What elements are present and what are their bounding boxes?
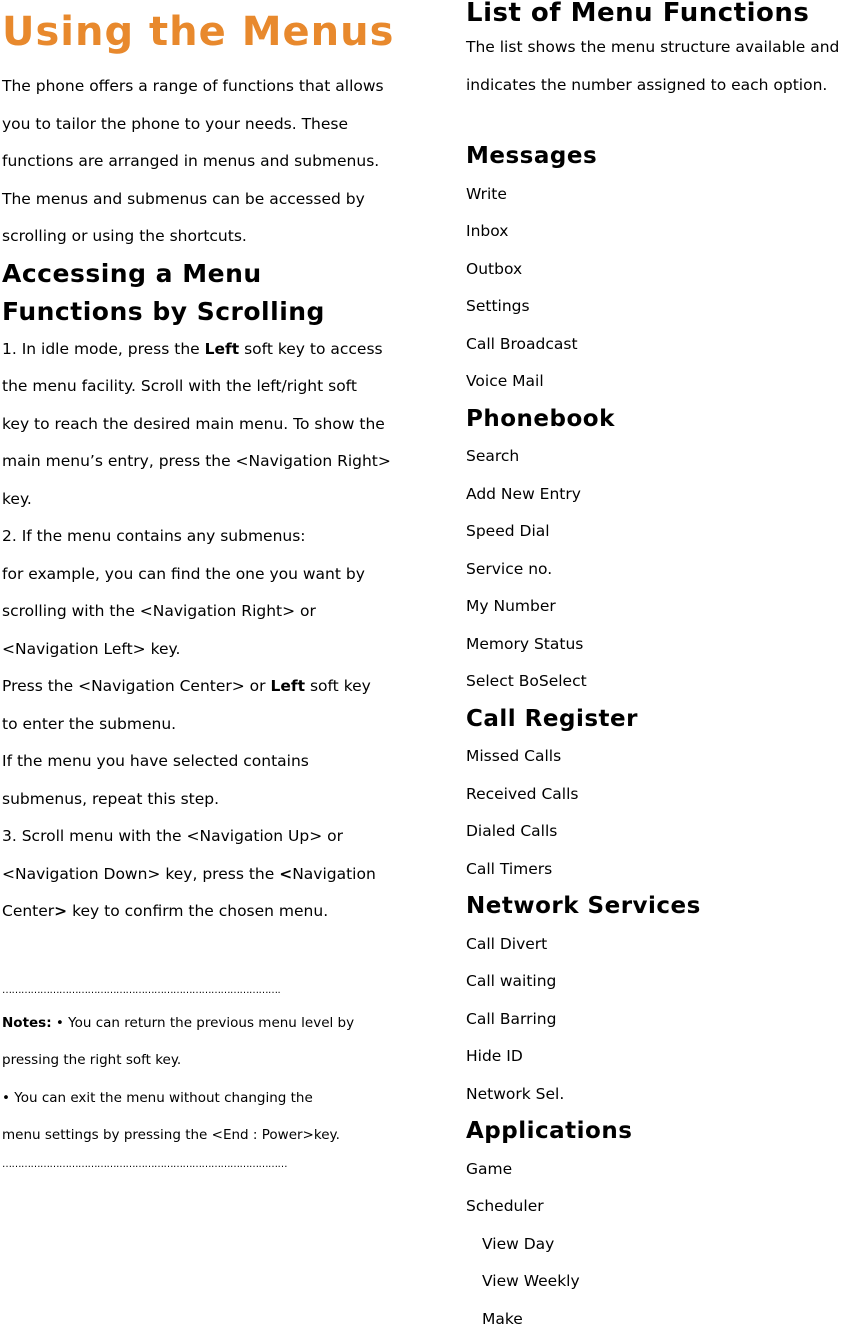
step-line: If the menu you have selected contains bbox=[2, 743, 422, 781]
menu-item: Received Calls bbox=[466, 776, 866, 814]
menu-subitem: Make bbox=[466, 1301, 866, 1338]
step-line: for example, you can find the one you want by bbox=[2, 556, 422, 594]
menu-item: Dialed Calls bbox=[466, 813, 866, 851]
notes-block bbox=[2, 1005, 422, 1155]
step-3 bbox=[2, 818, 422, 931]
step-line: key. bbox=[2, 481, 422, 519]
menu-section-call-register bbox=[466, 701, 866, 889]
menu-subitem: View Day bbox=[466, 1226, 866, 1264]
menu-item: Call Timers bbox=[466, 851, 866, 889]
intro-paragraph bbox=[2, 68, 422, 256]
menu-item: Call waiting bbox=[466, 963, 866, 1001]
menu-item: Missed Calls bbox=[466, 738, 866, 776]
menu-section-heading: Phonebook bbox=[466, 401, 866, 439]
menu-item: Network Sel. bbox=[466, 1076, 866, 1114]
intro-line: functions are arranged in menus and submenus. bbox=[2, 143, 422, 181]
notes-line: pressing the right soft key. bbox=[2, 1042, 422, 1080]
menu-item: Outbox bbox=[466, 251, 866, 289]
menu-item: Service no. bbox=[466, 551, 866, 589]
menu-section-messages bbox=[466, 138, 866, 401]
menu-item: Select BoSelect bbox=[466, 663, 866, 701]
intro-line: The list shows the menu structure available and bbox=[466, 29, 866, 67]
step-1 bbox=[2, 331, 422, 519]
menu-item: Search bbox=[466, 438, 866, 476]
notes-label: Notes: bbox=[2, 1015, 52, 1031]
step-line: 3. Scroll menu with the <Navigation Up> or bbox=[2, 818, 422, 856]
menu-item: Call Barring bbox=[466, 1001, 866, 1039]
menu-item: Call Broadcast bbox=[466, 326, 866, 364]
step-line: <Navigation Down> key, press the <Navigation bbox=[2, 856, 422, 894]
step-line: scrolling with the <Navigation Right> or bbox=[2, 593, 422, 631]
notes-line: Notes: • You can return the previous menu level by bbox=[2, 1005, 422, 1043]
section-heading-line: Functions by Scrolling bbox=[2, 293, 422, 331]
step-line: to enter the submenu. bbox=[2, 706, 422, 744]
step-line: 2. If the menu contains any submenus: bbox=[2, 518, 422, 556]
menu-item: Add New Entry bbox=[466, 476, 866, 514]
menu-item: Speed Dial bbox=[466, 513, 866, 551]
step-2 bbox=[2, 518, 422, 818]
menu-list-title: List of Menu Functions bbox=[466, 0, 866, 26]
menu-section-heading: Messages bbox=[466, 138, 866, 176]
menu-item: Game bbox=[466, 1151, 866, 1189]
right-column bbox=[466, 0, 866, 1338]
step-line: <Navigation Left> key. bbox=[2, 631, 422, 669]
dotted-divider: ……………………………………………………………………………… bbox=[2, 1155, 422, 1175]
step-line: Press the <Navigation Center> or Left soft key bbox=[2, 668, 422, 706]
section-heading-line: Accessing a Menu bbox=[2, 255, 422, 293]
menu-item: Voice Mail bbox=[466, 363, 866, 401]
menu-section-heading: Network Services bbox=[466, 888, 866, 926]
menu-item: Settings bbox=[466, 288, 866, 326]
step-line: the menu facility. Scroll with the left/right soft bbox=[2, 368, 422, 406]
step-line: 1. In idle mode, press the Left soft key to access bbox=[2, 331, 422, 369]
page-title: Using the Menus bbox=[2, 12, 422, 52]
step-line: main menu’s entry, press the <Navigation Right> bbox=[2, 443, 422, 481]
intro-line: The menus and submenus can be accessed by bbox=[2, 181, 422, 219]
step-line: key to reach the desired main menu. To show the bbox=[2, 406, 422, 444]
menu-item: Call Divert bbox=[466, 926, 866, 964]
menu-item: Memory Status bbox=[466, 626, 866, 664]
left-column bbox=[2, 0, 422, 1175]
menu-section-heading: Applications bbox=[466, 1113, 866, 1151]
menu-item: My Number bbox=[466, 588, 866, 626]
intro-line: scrolling or using the shortcuts. bbox=[2, 218, 422, 256]
section-heading bbox=[2, 255, 422, 331]
step-line: submenus, repeat this step. bbox=[2, 781, 422, 819]
intro-line: The phone offers a range of functions that allows bbox=[2, 68, 422, 106]
menu-section-applications bbox=[466, 1113, 866, 1338]
menu-list-intro bbox=[466, 29, 866, 104]
menu-section-network-services bbox=[466, 888, 866, 1113]
dotted-divider: ……………………………………………………………………………. bbox=[2, 981, 422, 1001]
menu-subitem: View Weekly bbox=[466, 1263, 866, 1301]
notes-line: • You can exit the menu without changing the bbox=[2, 1080, 422, 1118]
menu-item: Write bbox=[466, 176, 866, 214]
menu-item: Inbox bbox=[466, 213, 866, 251]
menu-section-phonebook bbox=[466, 401, 866, 701]
menu-item: Hide ID bbox=[466, 1038, 866, 1076]
intro-line: indicates the number assigned to each option. bbox=[466, 67, 866, 105]
menu-item: Scheduler bbox=[466, 1188, 866, 1226]
step-line: Center> key to confirm the chosen menu. bbox=[2, 893, 422, 931]
menu-section-heading: Call Register bbox=[466, 701, 866, 739]
notes-line: menu settings by pressing the <End : Power>key. bbox=[2, 1117, 422, 1155]
intro-line: you to tailor the phone to your needs. These bbox=[2, 106, 422, 144]
